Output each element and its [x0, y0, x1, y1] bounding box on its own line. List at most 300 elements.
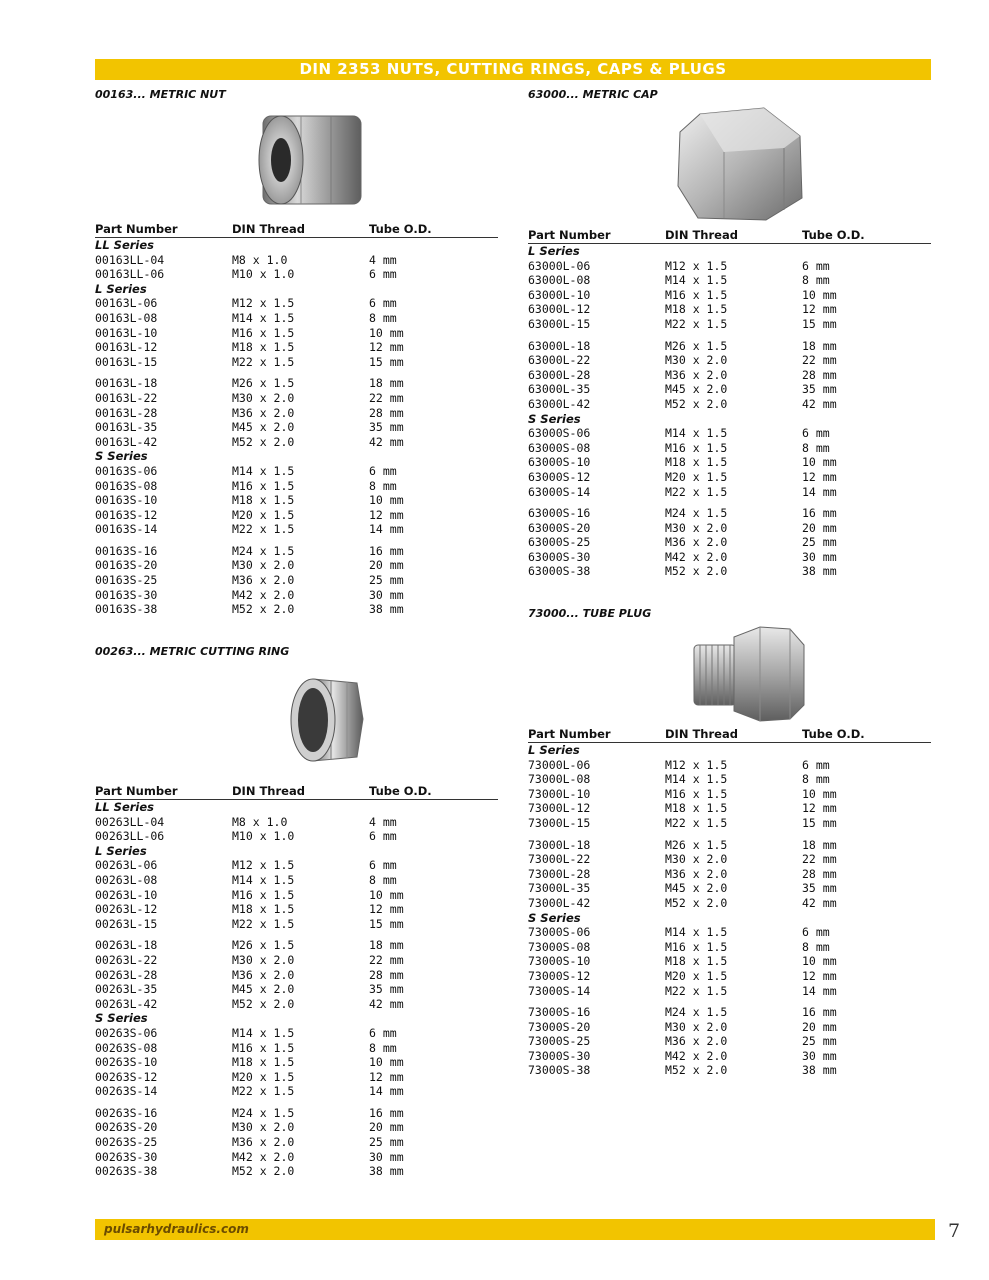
- tube-od-cell: 20 mm: [369, 558, 404, 573]
- din-thread-cell: M12 x 1.5: [232, 858, 295, 873]
- table-row: [528, 896, 931, 911]
- din-thread-cell: M52 x 2.0: [232, 434, 295, 449]
- table-row: [528, 259, 931, 274]
- din-thread-cell: M30 x 2.0: [665, 1019, 728, 1034]
- series-heading: [95, 449, 498, 464]
- column-header-din-thread: DIN Thread: [232, 784, 369, 800]
- table-header: [95, 222, 498, 238]
- table-row: [95, 953, 498, 968]
- tube-od-cell: 42 mm: [802, 895, 837, 910]
- table-row: [95, 1099, 498, 1121]
- din-thread-cell: M52 x 2.0: [665, 564, 728, 579]
- section-title: 73000... TUBE PLUG: [528, 607, 652, 620]
- part-number-cell: 00263LL-04: [95, 814, 165, 829]
- din-thread-cell: M45 x 2.0: [665, 881, 728, 896]
- din-thread-cell: M20 x 1.5: [232, 1069, 295, 1084]
- part-number-cell: 73000L-28: [528, 866, 591, 881]
- table-row: [528, 332, 931, 354]
- din-thread-cell: M14 x 1.5: [665, 273, 728, 288]
- part-number-cell: 00263S-16: [95, 1105, 158, 1120]
- din-thread-cell: M36 x 2.0: [665, 535, 728, 550]
- part-number-cell: 73000L-22: [528, 852, 591, 867]
- tube-od-cell: 15 mm: [802, 316, 837, 331]
- table-row: [528, 787, 931, 802]
- table-row: [95, 1084, 498, 1099]
- table-row: [528, 1063, 931, 1078]
- tube-od-cell: 8 mm: [802, 273, 830, 288]
- tube-od-cell: 10 mm: [369, 1055, 404, 1070]
- part-number-cell: 00263L-06: [95, 858, 158, 873]
- column-header-part-number: Part Number: [95, 222, 232, 238]
- part-number-cell: 00163L-12: [95, 340, 158, 355]
- column-header-part-number: Part Number: [528, 228, 665, 244]
- table-row: [95, 1026, 498, 1041]
- tube-od-cell: 25 mm: [802, 1034, 837, 1049]
- part-number-cell: 00263S-14: [95, 1084, 158, 1099]
- table-header: [528, 727, 931, 743]
- table-row: [528, 772, 931, 787]
- table-row: [95, 296, 498, 311]
- table-row: [528, 441, 931, 456]
- footer-url: pulsarhydraulics.com: [104, 1222, 249, 1236]
- tube-od-cell: 8 mm: [369, 1040, 397, 1055]
- tube-od-cell: 28 mm: [802, 866, 837, 881]
- part-number-cell: 00163S-16: [95, 543, 158, 558]
- din-thread-cell: M16 x 1.5: [232, 1040, 295, 1055]
- part-number-cell: 00263L-35: [95, 982, 158, 997]
- part-number-cell: 73000S-16: [528, 1005, 591, 1020]
- din-thread-cell: M20 x 1.5: [665, 968, 728, 983]
- tube-od-cell: 6 mm: [802, 426, 830, 441]
- din-thread-cell: M8 x 1.0: [232, 814, 288, 829]
- tube-od-cell: 4 mm: [369, 252, 397, 267]
- table-row: [95, 267, 498, 282]
- din-thread-cell: M16 x 1.5: [232, 325, 295, 340]
- section-title: 00263... METRIC CUTTING RING: [95, 645, 290, 658]
- part-number-cell: 00263L-18: [95, 938, 158, 953]
- part-number-cell: 00263S-10: [95, 1055, 158, 1070]
- column-header-tube-od: Tube O.D.: [802, 727, 931, 743]
- part-number-cell: 73000L-06: [528, 757, 591, 772]
- tube-od-cell: 42 mm: [369, 996, 404, 1011]
- tube-od-cell: 35 mm: [802, 881, 837, 896]
- series-heading: [528, 743, 931, 758]
- din-thread-cell: M14 x 1.5: [232, 463, 295, 478]
- table-row: [95, 355, 498, 370]
- tube-od-cell: 6 mm: [369, 1025, 397, 1040]
- column-header-din-thread: DIN Thread: [665, 228, 802, 244]
- series-label: S Series: [528, 411, 581, 426]
- section-tube-plug: [528, 607, 931, 1078]
- table-row: [95, 1164, 498, 1179]
- table-row: [95, 340, 498, 355]
- table-row: [528, 816, 931, 831]
- din-thread-cell: M36 x 2.0: [665, 866, 728, 881]
- table-row: [528, 969, 931, 984]
- part-number-cell: 73000S-30: [528, 1048, 591, 1063]
- column-header-tube-od: Tube O.D.: [369, 784, 498, 800]
- din-thread-cell: M36 x 2.0: [232, 1135, 295, 1150]
- table-row: [528, 397, 931, 412]
- part-number-cell: 00163L-08: [95, 310, 158, 325]
- din-thread-cell: M14 x 1.5: [665, 426, 728, 441]
- tube-od-cell: 4 mm: [369, 814, 397, 829]
- tube-od-cell: 18 mm: [802, 338, 837, 353]
- tube-od-cell: 28 mm: [369, 405, 404, 420]
- part-number-cell: 00263L-12: [95, 902, 158, 917]
- table-row: [528, 499, 931, 521]
- din-thread-cell: M30 x 2.0: [232, 390, 295, 405]
- section-title: 63000... METRIC CAP: [528, 88, 658, 101]
- table-row: [528, 881, 931, 896]
- din-thread-cell: M30 x 2.0: [665, 520, 728, 535]
- table-row: [95, 326, 498, 341]
- tube-od-cell: 6 mm: [802, 925, 830, 940]
- series-heading: [95, 282, 498, 297]
- series-label: S Series: [95, 1011, 148, 1026]
- tube-od-cell: 12 mm: [369, 902, 404, 917]
- series-label: S Series: [528, 910, 581, 925]
- tube-od-cell: 38 mm: [802, 564, 837, 579]
- din-thread-cell: M12 x 1.5: [232, 296, 295, 311]
- tube-od-cell: 6 mm: [369, 296, 397, 311]
- table-row: [528, 273, 931, 288]
- table-row: [528, 852, 931, 867]
- part-number-cell: 73000L-12: [528, 801, 591, 816]
- tube-od-cell: 10 mm: [369, 887, 404, 902]
- tube-od-cell: 28 mm: [802, 367, 837, 382]
- table-row: [95, 902, 498, 917]
- tube-od-cell: 12 mm: [802, 801, 837, 816]
- tube-od-cell: 20 mm: [369, 1120, 404, 1135]
- din-thread-cell: M12 x 1.5: [665, 258, 728, 273]
- part-number-cell: 63000S-14: [528, 484, 591, 499]
- part-number-cell: 00163S-30: [95, 587, 158, 602]
- page-banner: DIN 2353 NUTS, CUTTING RINGS, CAPS & PLUGS: [95, 59, 931, 80]
- section-metric-nut: [95, 88, 498, 617]
- din-thread-cell: M18 x 1.5: [232, 340, 295, 355]
- din-thread-cell: M18 x 1.5: [232, 902, 295, 917]
- din-thread-cell: M22 x 1.5: [665, 484, 728, 499]
- table-row: [528, 831, 931, 853]
- tube-od-cell: 15 mm: [369, 916, 404, 931]
- table-row: [95, 602, 498, 617]
- table-row: [528, 998, 931, 1020]
- part-number-cell: 00163S-08: [95, 478, 158, 493]
- table-row: [95, 1135, 498, 1150]
- din-thread-cell: M24 x 1.5: [665, 506, 728, 521]
- tube-od-cell: 20 mm: [802, 1019, 837, 1034]
- tube-od-cell: 6 mm: [802, 757, 830, 772]
- part-number-cell: 00163L-35: [95, 420, 158, 435]
- series-label: L Series: [95, 843, 147, 858]
- tube-od-cell: 12 mm: [369, 340, 404, 355]
- tube-od-cell: 8 mm: [369, 478, 397, 493]
- din-thread-cell: M36 x 2.0: [232, 573, 295, 588]
- part-number-cell: 73000S-12: [528, 968, 591, 983]
- table-row: [95, 917, 498, 932]
- tube-od-cell: 18 mm: [369, 376, 404, 391]
- table-header: [95, 784, 498, 800]
- table-row: [95, 406, 498, 421]
- part-number-cell: 63000S-08: [528, 440, 591, 455]
- part-number-cell: 00163L-15: [95, 354, 158, 369]
- part-number-cell: 00163LL-06: [95, 267, 165, 282]
- table-row: [95, 1055, 498, 1070]
- column-header-tube-od: Tube O.D.: [802, 228, 931, 244]
- part-number-cell: 00163S-12: [95, 507, 158, 522]
- part-number-cell: 00163S-06: [95, 463, 158, 478]
- part-number-cell: 63000S-12: [528, 469, 591, 484]
- tube-od-cell: 12 mm: [802, 302, 837, 317]
- table-row: [528, 1020, 931, 1035]
- table-row: [95, 522, 498, 537]
- din-thread-cell: M18 x 1.5: [665, 302, 728, 317]
- din-thread-cell: M22 x 1.5: [232, 522, 295, 537]
- part-number-cell: 00263S-20: [95, 1120, 158, 1135]
- part-number-cell: 63000S-06: [528, 426, 591, 441]
- tube-od-cell: 10 mm: [802, 287, 837, 302]
- tube-od-cell: 10 mm: [802, 455, 837, 470]
- tube-od-cell: 35 mm: [369, 982, 404, 997]
- tube-od-cell: 6 mm: [802, 258, 830, 273]
- din-thread-cell: M20 x 1.5: [665, 469, 728, 484]
- table-row: [95, 815, 498, 830]
- din-thread-cell: M16 x 1.5: [665, 287, 728, 302]
- table-row: [528, 470, 931, 485]
- part-number-cell: 73000S-06: [528, 925, 591, 940]
- table-row: [95, 311, 498, 326]
- din-thread-cell: M22 x 1.5: [665, 316, 728, 331]
- din-thread-cell: M14 x 1.5: [232, 872, 295, 887]
- din-thread-cell: M30 x 2.0: [232, 558, 295, 573]
- din-thread-cell: M18 x 1.5: [232, 1055, 295, 1070]
- part-number-cell: 00163S-38: [95, 602, 158, 617]
- series-label: LL Series: [95, 238, 154, 252]
- din-thread-cell: M52 x 2.0: [665, 895, 728, 910]
- part-number-cell: 00263L-15: [95, 916, 158, 931]
- din-thread-cell: M18 x 1.5: [232, 493, 295, 508]
- din-thread-cell: M36 x 2.0: [665, 1034, 728, 1049]
- din-thread-cell: M22 x 1.5: [232, 1084, 295, 1099]
- tube-od-cell: 30 mm: [369, 1149, 404, 1164]
- series-label: LL Series: [95, 800, 154, 814]
- part-number-cell: 63000L-12: [528, 302, 591, 317]
- part-number-cell: 63000L-35: [528, 382, 591, 397]
- part-number-cell: 73000S-20: [528, 1019, 591, 1034]
- din-thread-cell: M52 x 2.0: [665, 396, 728, 411]
- table-row: [95, 479, 498, 494]
- din-thread-cell: M42 x 2.0: [232, 1149, 295, 1164]
- din-thread-cell: M24 x 1.5: [665, 1005, 728, 1020]
- din-thread-cell: M30 x 2.0: [665, 852, 728, 867]
- part-number-cell: 00263S-06: [95, 1025, 158, 1040]
- table-row: [528, 1049, 931, 1064]
- table-row: [528, 455, 931, 470]
- din-thread-cell: M36 x 2.0: [232, 967, 295, 982]
- tube-od-cell: 12 mm: [369, 1069, 404, 1084]
- table-row: [95, 888, 498, 903]
- din-thread-cell: M30 x 2.0: [232, 952, 295, 967]
- tube-od-cell: 38 mm: [369, 602, 404, 617]
- tube-od-cell: 14 mm: [802, 983, 837, 998]
- table-row: [95, 464, 498, 479]
- table-row: [95, 537, 498, 559]
- din-thread-cell: M18 x 1.5: [665, 455, 728, 470]
- tube-od-cell: 8 mm: [369, 310, 397, 325]
- part-number-cell: 63000S-16: [528, 506, 591, 521]
- table-row: [95, 1150, 498, 1165]
- tube-od-cell: 10 mm: [802, 786, 837, 801]
- tube-od-cell: 30 mm: [369, 587, 404, 602]
- part-number-cell: 73000S-38: [528, 1063, 591, 1078]
- table-row: [95, 858, 498, 873]
- tube-od-cell: 30 mm: [802, 1048, 837, 1063]
- tube-od-cell: 25 mm: [802, 535, 837, 550]
- din-thread-cell: M42 x 2.0: [232, 587, 295, 602]
- part-number-cell: 63000L-28: [528, 367, 591, 382]
- din-thread-cell: M42 x 2.0: [665, 1048, 728, 1063]
- part-number-cell: 73000L-42: [528, 895, 591, 910]
- series-label: S Series: [95, 449, 148, 464]
- series-heading: [95, 1011, 498, 1026]
- table-row: [95, 829, 498, 844]
- table-row: [95, 493, 498, 508]
- section-metric-cutting-ring: [95, 645, 498, 1179]
- part-number-cell: 00163L-42: [95, 434, 158, 449]
- din-thread-cell: M45 x 2.0: [232, 982, 295, 997]
- table-row: [528, 485, 931, 500]
- column-header-din-thread: DIN Thread: [232, 222, 369, 238]
- tube-od-cell: 38 mm: [802, 1063, 837, 1078]
- metric-cutting-ring-photo: [95, 659, 498, 784]
- series-heading: [528, 244, 931, 259]
- table-row: [528, 288, 931, 303]
- part-number-cell: 63000L-08: [528, 273, 591, 288]
- tube-od-cell: 14 mm: [369, 522, 404, 537]
- tube-od-cell: 16 mm: [802, 1005, 837, 1020]
- tube-od-cell: 10 mm: [369, 493, 404, 508]
- tube-od-cell: 22 mm: [369, 952, 404, 967]
- part-number-cell: 63000L-42: [528, 396, 591, 411]
- table-row: [528, 925, 931, 940]
- din-thread-cell: M18 x 1.5: [665, 954, 728, 969]
- tube-od-cell: 14 mm: [369, 1084, 404, 1099]
- din-thread-cell: M18 x 1.5: [665, 801, 728, 816]
- tube-od-cell: 35 mm: [802, 382, 837, 397]
- series-heading: [95, 238, 498, 253]
- table-row: [528, 426, 931, 441]
- part-number-cell: 63000L-10: [528, 287, 591, 302]
- table-row: [95, 1070, 498, 1085]
- tube-od-cell: 14 mm: [802, 484, 837, 499]
- tube-od-cell: 16 mm: [369, 543, 404, 558]
- series-label: L Series: [95, 281, 147, 296]
- tube-od-cell: 22 mm: [802, 852, 837, 867]
- table-header: [528, 228, 931, 244]
- din-thread-cell: M36 x 2.0: [665, 367, 728, 382]
- part-number-cell: 63000L-18: [528, 338, 591, 353]
- din-thread-cell: M14 x 1.5: [665, 925, 728, 940]
- part-number-cell: 00163L-10: [95, 325, 158, 340]
- din-thread-cell: M52 x 2.0: [232, 1164, 295, 1179]
- column-header-tube-od: Tube O.D.: [369, 222, 498, 238]
- din-thread-cell: M26 x 1.5: [665, 338, 728, 353]
- column-header-din-thread: DIN Thread: [665, 727, 802, 743]
- part-number-cell: 00263S-30: [95, 1149, 158, 1164]
- din-thread-cell: M22 x 1.5: [665, 815, 728, 830]
- table-row: [528, 564, 931, 579]
- din-thread-cell: M16 x 1.5: [232, 478, 295, 493]
- part-number-cell: 00163L-22: [95, 390, 158, 405]
- table-row: [528, 984, 931, 999]
- din-thread-cell: M52 x 2.0: [232, 602, 295, 617]
- din-thread-cell: M30 x 2.0: [232, 1120, 295, 1135]
- table-row: [528, 1034, 931, 1049]
- part-number-cell: 00163S-14: [95, 522, 158, 537]
- table-row: [528, 317, 931, 332]
- din-thread-cell: M52 x 2.0: [232, 996, 295, 1011]
- tube-od-cell: 15 mm: [802, 815, 837, 830]
- table-row: [95, 391, 498, 406]
- series-heading: [528, 412, 931, 427]
- part-number-cell: 00163LL-04: [95, 252, 165, 267]
- tube-od-cell: 42 mm: [369, 434, 404, 449]
- part-number-cell: 73000S-08: [528, 939, 591, 954]
- table-row: [95, 588, 498, 603]
- part-number-cell: 73000L-35: [528, 881, 591, 896]
- table-row: [95, 1041, 498, 1056]
- part-number-cell: 63000L-22: [528, 353, 591, 368]
- part-number-cell: 00263L-10: [95, 887, 158, 902]
- tube-od-cell: 25 mm: [369, 1135, 404, 1150]
- din-thread-cell: M22 x 1.5: [232, 354, 295, 369]
- table-row: [95, 931, 498, 953]
- metric-cap-photo: [528, 102, 931, 228]
- tube-od-cell: 25 mm: [369, 573, 404, 588]
- part-number-cell: 00163S-10: [95, 493, 158, 508]
- part-number-cell: 63000S-25: [528, 535, 591, 550]
- part-number-cell: 00163S-20: [95, 558, 158, 573]
- series-heading: [95, 844, 498, 859]
- tube-od-cell: 10 mm: [369, 325, 404, 340]
- part-number-cell: 00263L-22: [95, 952, 158, 967]
- metric-nut-table: [95, 222, 498, 617]
- metric-cap-table: [528, 228, 931, 579]
- din-thread-cell: M52 x 2.0: [665, 1063, 728, 1078]
- table-row: [95, 1120, 498, 1135]
- tube-od-cell: 6 mm: [369, 463, 397, 478]
- part-number-cell: 00263L-08: [95, 872, 158, 887]
- part-number-cell: 63000S-38: [528, 564, 591, 579]
- column-header-part-number: Part Number: [528, 727, 665, 743]
- metric-cutting-ring-table: [95, 784, 498, 1179]
- table-row: [528, 353, 931, 368]
- tube-od-cell: 18 mm: [802, 837, 837, 852]
- section-metric-cap: [528, 88, 931, 579]
- din-thread-cell: M10 x 1.0: [232, 829, 295, 844]
- table-row: [95, 435, 498, 450]
- part-number-cell: 00163L-18: [95, 376, 158, 391]
- part-number-cell: 00263L-42: [95, 996, 158, 1011]
- part-number-cell: 63000S-10: [528, 455, 591, 470]
- tube-od-cell: 20 mm: [802, 520, 837, 535]
- column-header-part-number: Part Number: [95, 784, 232, 800]
- table-row: [528, 867, 931, 882]
- table-row: [95, 369, 498, 391]
- din-thread-cell: M16 x 1.5: [232, 887, 295, 902]
- din-thread-cell: M14 x 1.5: [232, 1025, 295, 1040]
